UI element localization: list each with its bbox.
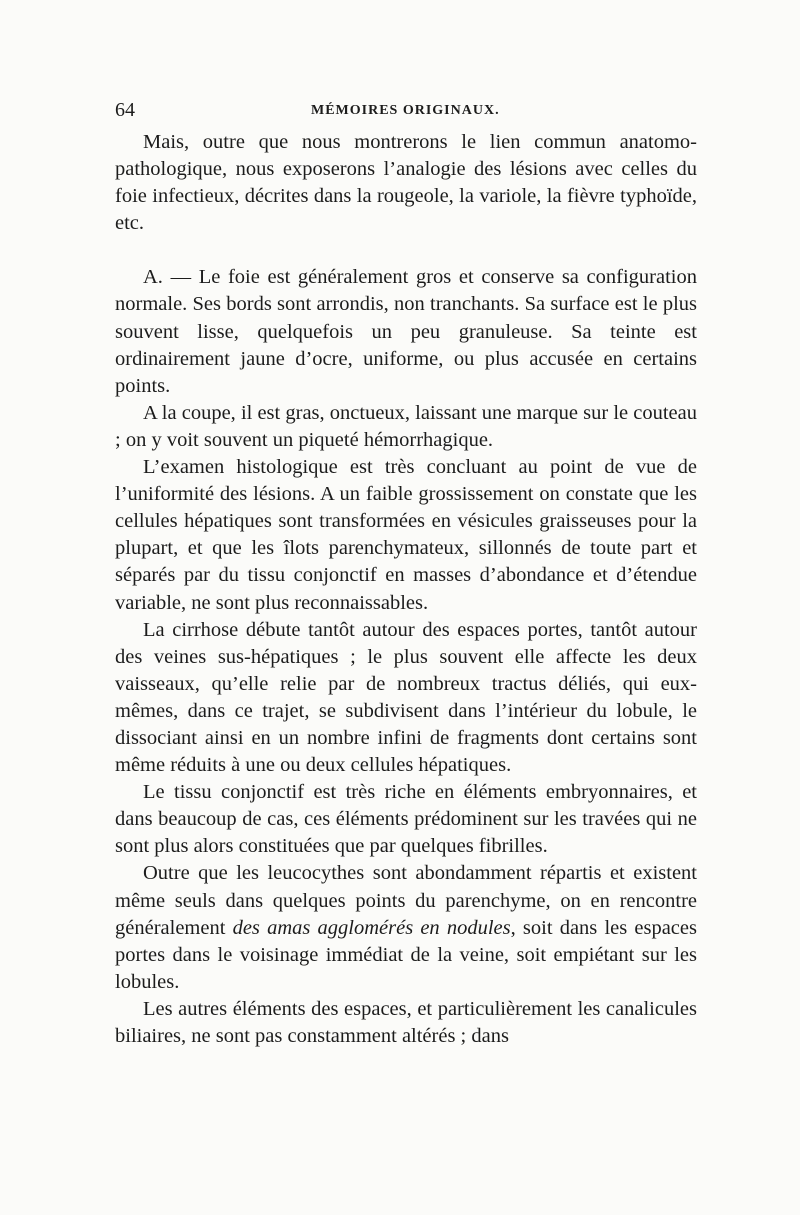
running-title: MÉMOIRES ORIGINAUX. <box>311 103 500 118</box>
leucocytes-text-after: , soit dans les espaces portes dans le voisinage immédiat de la veine, soit empiétant sur les lobules. <box>115 916 697 993</box>
paragraph-leucocytes <box>115 860 697 995</box>
leucocytes-text-before: Outre que les leucocythes sont abondamment répartis et existent même seuls dans quelques points du parenchyme, on en rencontre généralement <box>115 862 697 939</box>
page-number: 64 <box>115 99 135 121</box>
paragraph-cut-surface: A la coupe, il est gras, onctueux, laissant une marque sur le couteau ; on y voit souvent un piqueté hémorrhagique. <box>115 401 697 451</box>
paragraph-section-a: A. — Le foie est généralement gros et conserve sa configuration normale. Ses bords sont arrondis, non tranchants. Sa surface est le plus souvent lisse, quelquefois un peu granuleuse. Sa teinte est ordinairement jaune d’ocre, uniforme, ou plus accusée en certains points. <box>115 266 697 397</box>
running-head <box>115 96 700 124</box>
paragraph-connective-tissue: Le tissu conjonctif est très riche en éléments embryonnaires, et dans beaucoup de cas, ces éléments prédominent sur les travées qui ne sont plus alors constituées que par quelques fibrilles. <box>115 781 697 858</box>
italic-emphasis: des amas agglomérés en nodules <box>232 916 511 939</box>
body-text <box>115 129 697 1050</box>
paragraph-introduction: Mais, outre que nous montrerons le lien commun anatomo-pathologique, nous exposerons l’analogie des lésions avec celles du foie infectieux, décrites dans la rougeole, la variole, la fièvre typhoïde, etc. <box>115 131 697 235</box>
paragraph-histology: L’examen histologique est très concluant au point de vue de l’uniformité des lésions. A un faible grossissement on constate que les cellules hépatiques sont transformées en vésicules graisseuses pour la plupart, et que les îlots parenchymateux, sillonnés de toute part et séparés par du tissu conjonctif en masses d’abondance et d’étendue variable, ne sont plus reconnaissables. <box>115 456 697 614</box>
paragraph-cirrhosis: La cirrhose débute tantôt autour des espaces portes, tantôt autour des veines sus-hépatiques ; le plus souvent elle affecte les deux vaisseaux, qu’elle relie par de nombreux tractus déliés, qui eux-mêmes, dans ce trajet, se subdivisent dans l’intérieur du lobule, le dissociant ainsi en un nombre infini de fragments dont certains sont même réduits à une ou deux cellules hépatiques. <box>115 618 697 777</box>
paragraph-other-elements: Les autres éléments des espaces, et particulièrement les canalicules biliaires, ne sont pas constamment altérés ; dans <box>115 997 697 1047</box>
